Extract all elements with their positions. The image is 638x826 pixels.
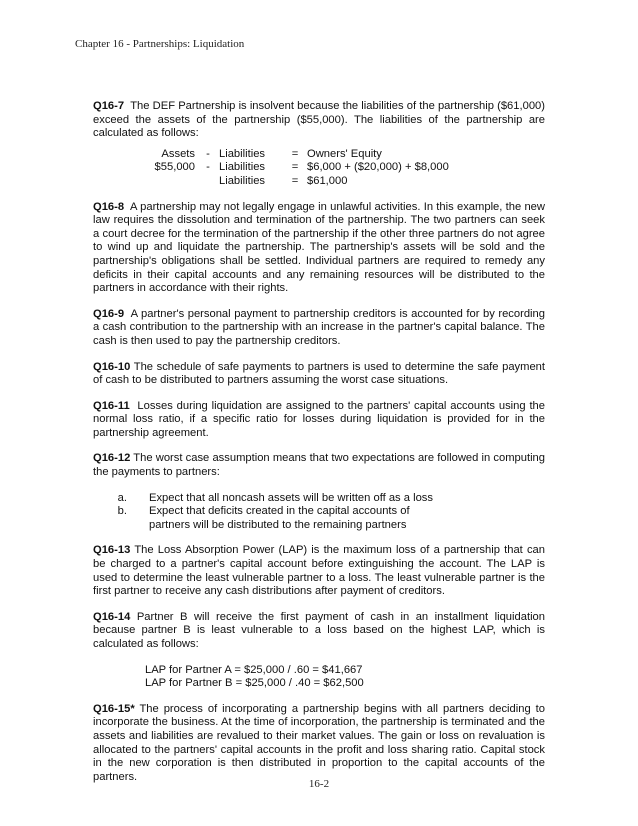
question-q16-7	[93, 100, 545, 189]
equation-block	[93, 148, 545, 189]
lap-line-partner-a: LAP for Partner A = $25,000 / .60 = $41,667	[145, 663, 363, 676]
list-marker: b.	[117, 505, 127, 518]
lap-calculation	[93, 664, 545, 691]
question-paragraph	[93, 452, 545, 479]
list-item-text	[149, 505, 545, 532]
equation-term: Liabilities	[219, 161, 266, 174]
list-marker: a.	[117, 491, 127, 504]
question-q16-15	[93, 703, 545, 785]
equation-equals: =	[291, 161, 299, 174]
equation-result: Owners' Equity	[307, 147, 382, 160]
question-text: A partnership may not legally engage in unlawful activities. In this example, the new law requires the dissolution and termination of the partnership. The two partners can seek a court decree for the termination of the partnership if the other three partners do not agree to wind up and liquidate the partnership. The partnership's assets will be sold and the partnership's obligations shall be settled. Individual partners are required to remedy any deficits in their capital accounts and any remaining resources will be distributed to the partners in accordance with their rights.	[93, 200, 545, 295]
question-text: Losses during liquidation are assigned to the partners' capital accounts using the normal loss ratio, if a specific ratio for losses during liquidation is provided for in the partnership agreement.	[93, 399, 545, 439]
question-label: Q16-12	[93, 452, 131, 465]
equation-row	[93, 148, 545, 162]
question-text: The worst case assumption means that two expectations are followed in computing the payments to partners:	[93, 452, 545, 479]
document-body	[93, 100, 545, 796]
equation-result: $61,000	[307, 174, 348, 187]
list-item-line: Expect that deficits created in the capital accounts of	[149, 505, 410, 518]
question-q16-12	[93, 452, 545, 532]
page-header: Chapter 16 - Partnerships: Liquidation	[75, 38, 245, 50]
equation-operator: -	[206, 161, 210, 174]
equation-term: Assets	[161, 147, 195, 160]
question-label: Q16-10	[93, 360, 131, 373]
question-label: Q16-15*	[93, 702, 135, 715]
question-text: The schedule of safe payments to partners is used to determine the safe payment of cash to be distributed to partners assuming the worst case situations.	[93, 360, 546, 387]
page-number: 16-2	[308, 778, 330, 790]
question-label: Q16-14	[93, 610, 131, 623]
question-text: The process of incorporating a partnership begins with all partners deciding to incorporate the business. At the time of incorporation, the partnership is terminated and the assets and liabilities are revalued to their market values. The gain or loss on revaluation is allocated to the partners' capital accounts in the profit and loss sharing ratio. Capital stock in the new corporation is then distributed in proportion to the capital accounts of the partners.	[93, 702, 545, 783]
equation-term	[93, 175, 201, 189]
equation-term: Liabilities	[219, 174, 266, 187]
equation-term: Liabilities	[219, 147, 266, 160]
equation-equals: =	[291, 147, 299, 160]
question-label: Q16-11	[93, 399, 130, 412]
question-label: Q16-8	[93, 200, 125, 213]
equation-row	[93, 175, 545, 189]
equation-operator: -	[206, 147, 210, 160]
question-label: Q16-13	[93, 544, 131, 557]
list-item	[93, 492, 545, 506]
question-q16-14	[93, 611, 545, 691]
question-q16-13	[93, 544, 545, 598]
question-label: Q16-7	[93, 100, 125, 112]
equation-equals: =	[291, 174, 299, 187]
question-paragraph	[93, 611, 545, 652]
question-paragraph	[93, 100, 545, 141]
question-q16-11	[93, 400, 545, 441]
expectation-list	[93, 492, 545, 533]
question-text: A partner's personal payment to partnership creditors is accounted for by recording a cash contribution to the partnership with an increase in the partner's capital balance. The cash is then used to pay the partnership creditors.	[93, 307, 545, 347]
equation-row	[93, 161, 545, 175]
list-item	[93, 505, 545, 532]
lap-line-partner-b: LAP for Partner B = $25,000 / .40 = $62,500	[145, 677, 364, 690]
question-text: The Loss Absorption Power (LAP) is the maximum loss of a partnership that can be charged to a partner's capital account before extinguishing the account. The LAP is used to determine the least vulnerable partner to a loss. The least vulnerable partner is the first partner to receive any cash distributions after payment of creditors.	[93, 544, 546, 598]
equation-result: $6,000 + ($20,000) + $8,000	[307, 161, 449, 174]
question-q16-10	[93, 361, 545, 388]
list-item-line: partners will be distributed to the remaining partners	[149, 518, 407, 531]
equation-term: $55,000	[154, 161, 195, 174]
list-item-text: Expect that all noncash assets will be written off as a loss	[149, 491, 433, 504]
equation-operator	[201, 175, 215, 189]
question-label: Q16-9	[93, 307, 125, 320]
question-text: Partner B will receive the first payment of cash in an installment liquidation because partner B is least vulnerable to a loss based on the highest LAP, which is calculated as follows:	[93, 610, 546, 650]
question-q16-8	[93, 201, 545, 296]
question-q16-9	[93, 308, 545, 349]
question-text: The DEF Partnership is insolvent because the liabilities of the partnership ($61,000) exceed the assets of the partnership ($55,000). The liabilities of the partnership are calculated as follows:	[93, 100, 545, 140]
